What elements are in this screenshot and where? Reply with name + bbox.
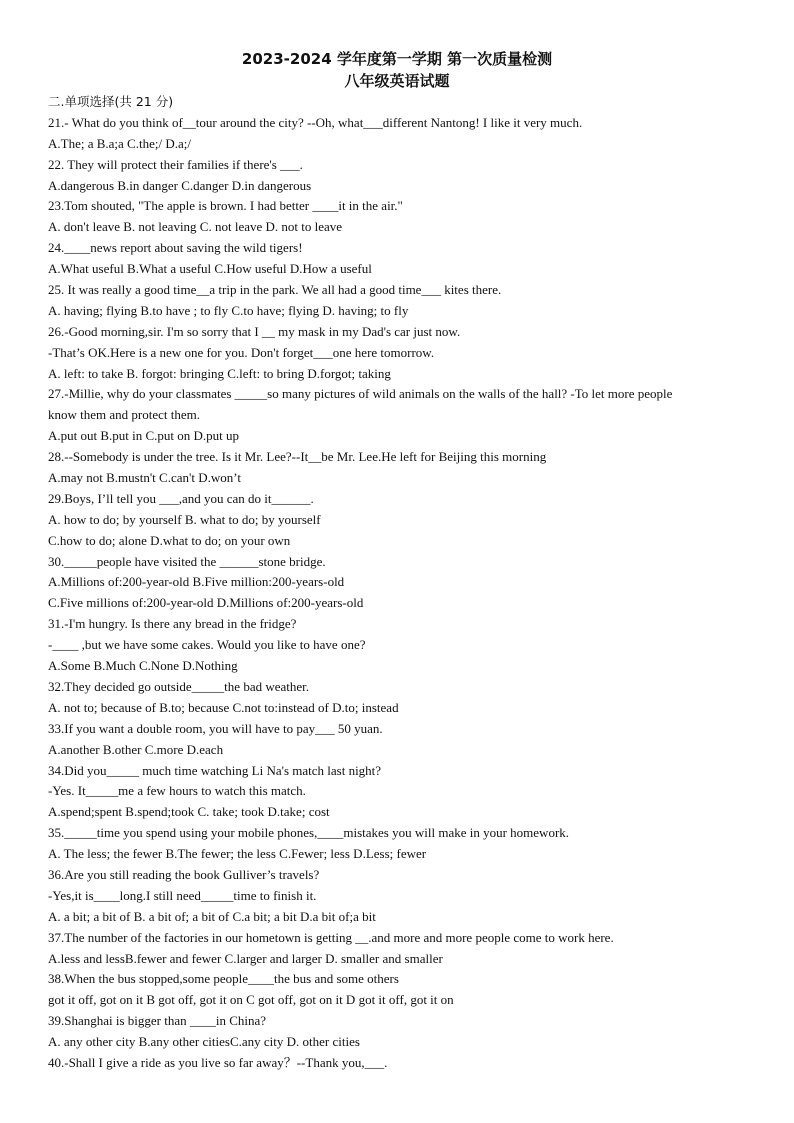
question-line: A.may not B.mustn't C.can't D.won’t <box>48 470 241 486</box>
question-line: A. any other city B.any other citiesC.any city D. other cities <box>48 1034 360 1050</box>
question-line: A.less and lessB.fewer and fewer C.larger and larger D. smaller and smaller <box>48 950 443 966</box>
question-line: A. having; flying B.to have ; to fly C.to have; flying D. having; to fly <box>48 302 409 318</box>
question-line: 30._____people have visited the ______stone bridge. <box>48 553 326 569</box>
question-line: A. how to do; by yourself B. what to do; by yourself <box>48 511 321 527</box>
section-heading: 二.单项选择(共 21 分) <box>48 94 174 109</box>
question-line: 40.-Shall I give a ride as you live so far away？--Thank you,___. <box>48 1054 388 1070</box>
question-line: A.Millions of:200-year-old B.Five million:200-years-old <box>48 574 345 590</box>
question-line: -That’s OK.Here is a new one for you. Don't forget___one here tomorrow. <box>48 344 435 360</box>
question-line: A.put out B.put in C.put on D.put up <box>48 428 240 444</box>
question-line: A. The less; the fewer B.The fewer; the less C.Fewer; less D.Less; fewer <box>48 846 427 862</box>
question-line: 32.They decided go outside_____the bad weather. <box>48 678 310 694</box>
question-line: 25. It was really a good time__a trip in the park. We all had a good time___ kites there. <box>48 282 502 298</box>
question-line: A. left: to take B. forgot: bringing C.left: to bring D.forgot; taking <box>48 365 391 381</box>
question-line: C.Five millions of:200-year-old D.Millions of:200-years-old <box>48 595 364 611</box>
question-line: 34.Did you_____ much time watching Li Na's match last night? <box>48 762 382 778</box>
question-line: 37.The number of the factories in our hometown is getting __.and more and more people come to work here. <box>48 929 614 945</box>
question-line: 28.--Somebody is under the tree. Is it Mr. Lee?--It__be Mr. Lee.He left for Beijing this morning <box>48 449 547 465</box>
question-line: A.The; a B.a;a C.the;/ D.a;/ <box>48 135 191 151</box>
question-line: 26.-Good morning,sir. I'm so sorry that I __ my mask in my Dad's car just now. <box>48 323 461 339</box>
question-list <box>48 92 748 1074</box>
question-line: 38.When the bus stopped,some people____the bus and some others <box>48 971 399 987</box>
question-line: A.Some B.Much C.None D.Nothing <box>48 658 238 674</box>
question-line: 21.- What do you think of__tour around the city? --Oh, what___different Nantong! I like it very much. <box>48 114 583 130</box>
question-line: A. a bit; a bit of B. a bit of; a bit of C.a bit; a bit D.a bit of;a bit <box>48 908 376 924</box>
question-line: -Yes,it is____long.I still need_____time to finish it. <box>48 887 317 903</box>
question-line: A. not to; because of B.to; because C.not to:instead of D.to; instead <box>48 699 399 715</box>
question-line: got it off, got on it B got off, got it on C got off, got on it D got it off, got it on <box>48 992 454 1008</box>
question-line: 24.____news report about saving the wild tigers! <box>48 240 303 256</box>
question-line: 23.Tom shouted, "The apple is brown. I had better ____it in the air." <box>48 198 403 214</box>
question-line: A.another B.other C.more D.each <box>48 741 224 757</box>
question-line: C.how to do; alone D.what to do; on your own <box>48 532 291 548</box>
question-line: 35._____time you spend using your mobile phones,____mistakes you will make in your homework. <box>48 825 570 841</box>
question-line: 33.If you want a double room, you will have to pay___ 50 yuan. <box>48 720 383 736</box>
question-line: 27.-Millie, why do your classmates _____so many pictures of wild animals on the walls of the hall? -To let more people <box>48 386 673 402</box>
question-line: 31.-I'm hungry. Is there any bread in the fridge? <box>48 616 297 632</box>
question-line: 36.Are you still reading the book Gulliver’s travels? <box>48 866 320 882</box>
question-line: 29.Boys, I’ll tell you ___,and you can do it______. <box>48 490 314 506</box>
exam-subtitle: 八年级英语试题 <box>344 72 450 90</box>
question-line: A.dangerous B.in danger C.danger D.in dangerous <box>48 177 312 193</box>
question-line: know them and protect them. <box>48 407 200 423</box>
exam-title: 2023-2024 学年度第一学期 第一次质量检测 <box>241 50 553 68</box>
question-line: 22. They will protect their families if there's ___. <box>48 156 303 172</box>
question-line: -Yes. It_____me a few hours to watch this match. <box>48 783 306 799</box>
question-line: -____ ,but we have some cakes. Would you like to have one? <box>48 637 366 653</box>
question-line: A.What useful B.What a useful C.How useful D.How a useful <box>48 261 372 277</box>
question-line: A.spend;spent B.spend;took C. take; took D.take; cost <box>48 804 330 820</box>
question-line: A. don't leave B. not leaving C. not leave D. not to leave <box>48 219 343 235</box>
question-line: 39.Shanghai is bigger than ____in China? <box>48 1013 267 1029</box>
